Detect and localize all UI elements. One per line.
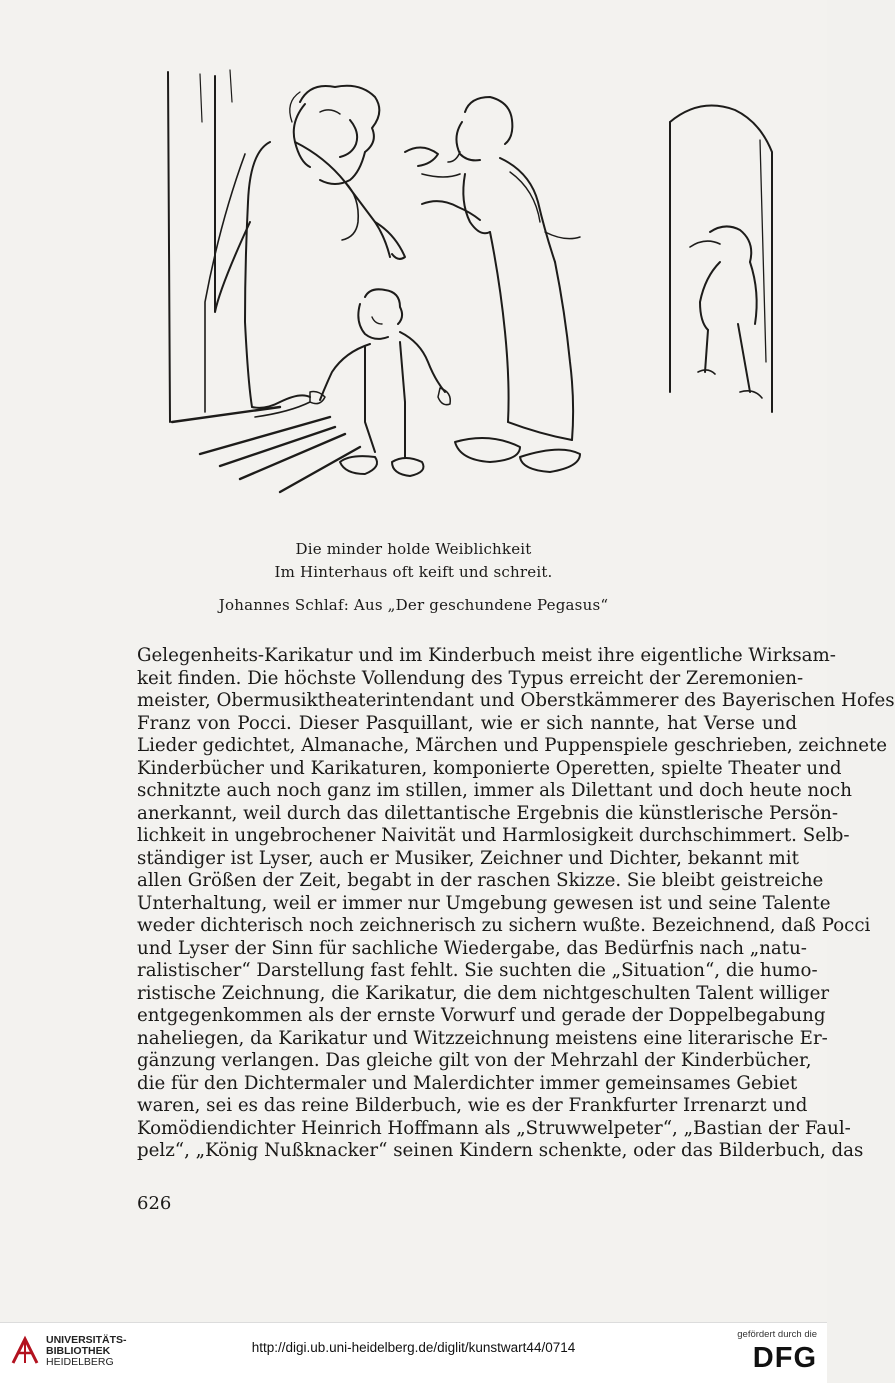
- text-line: allen Größen der Zeit, begabt in der raschen Skizze. Sie bleibt geistreiche: [137, 870, 824, 891]
- library-name-line-3: HEIDELBERG: [46, 1356, 114, 1368]
- text-line: waren, sei es das reine Bilderbuch, wie es der Frankfurter Irrenarzt und: [137, 1095, 808, 1116]
- permalink-url[interactable]: http://digi.ub.uni-heidelberg.de/diglit/kunstwart44/0714: [251, 1340, 576, 1355]
- illustration-drawing: [160, 62, 790, 500]
- funded-by-label: gefördert durch die: [737, 1329, 817, 1340]
- caricature-illustration: [160, 62, 790, 500]
- caption-verse-line-2: Im Hinterhaus oft keift und schreit.: [274, 563, 553, 581]
- body-text: [137, 645, 895, 1163]
- text-line: Kinderbücher und Karikaturen, komponierte Operetten, spielte Theater und: [137, 757, 842, 779]
- text-line: Gelegenheits-Karikatur und im Kinderbuch meist ihre eigentliche Wirksam-: [137, 645, 836, 666]
- text-line: meister, Obermusiktheaterintendant und Oberstkämmerer des Bayerischen Hofes: [137, 690, 895, 711]
- funder-logo[interactable]: [727, 1329, 817, 1377]
- text-line: und Lyser der Sinn für sachliche Wiedergabe, das Bedürfnis nach „natu-: [137, 937, 807, 959]
- library-name-line-2: BIBLIOTHEK: [46, 1345, 111, 1357]
- text-line: Lieder gedichtet, Almanache, Märchen und Puppenspiele geschrieben, zeichnete: [137, 735, 888, 756]
- text-line: Unterhaltung, weil er immer nur Umgebung gewesen ist und seine Talente: [137, 892, 831, 914]
- text-line: gänzung verlangen. Das gleiche gilt von der Mehrzahl der Kinderbücher,: [137, 1050, 812, 1071]
- text-line: ständiger ist Lyser, auch er Musiker, Zeichner und Dichter, bekannt mit: [137, 847, 799, 869]
- page-number: 626: [137, 1193, 172, 1214]
- caption-source: Johannes Schlaf: Aus „Der geschundene Pegasus“: [218, 596, 609, 614]
- text-line: ralistischer“ Darstellung fast fehlt. Sie suchten die „Situation“, die humo-: [137, 960, 818, 981]
- caption-verse-line-1: Die minder holde Weiblichkeit: [295, 540, 532, 558]
- text-line: naheliegen, da Karikatur und Witzzeichnung meistens eine literarische Er-: [137, 1027, 828, 1049]
- text-line: weder dichterisch noch zeichnerisch zu sichern wußte. Bezeichnend, daß Pocci: [137, 915, 871, 936]
- text-line: anerkannt, weil durch das dilettantische Ergebnis die künstlerische Persön-: [137, 802, 839, 824]
- text-line: entgegenkommen als der ernste Vorwurf und gerade der Doppelbegabung: [137, 1005, 826, 1026]
- viewer-footer: [0, 1322, 827, 1383]
- dfg-logo: DFG: [752, 1342, 817, 1374]
- text-line: Komödiendichter Heinrich Hoffmann als „Struwwelpeter“, „Bastian der Faul-: [137, 1117, 851, 1139]
- text-line: keit finden. Die höchste Vollendung des Typus erreicht der Zeremonien-: [137, 667, 804, 689]
- text-line: lichkeit in ungebrochener Naivität und Harmlosigkeit durchschimmert. Selb-: [137, 825, 850, 846]
- text-line: schnitzte auch noch ganz im stillen, immer als Dilettant und doch heute noch: [137, 780, 852, 801]
- library-name-line-1: UNIVERSITÄTS-: [46, 1334, 127, 1346]
- text-line: die für den Dichtermaler und Malerdichter immer gemeinsames Gebiet: [137, 1072, 798, 1094]
- text-line: ristische Zeichnung, die Karikatur, die dem nichtgeschulten Talent williger: [137, 982, 830, 1004]
- text-line: Franz von Pocci. Dieser Pasquillant, wie er sich nannte, hat Verse und: [137, 712, 797, 734]
- text-line: pelz“, „König Nußknacker“ seinen Kindern schenkte, oder das Bilderbuch, das: [137, 1140, 864, 1161]
